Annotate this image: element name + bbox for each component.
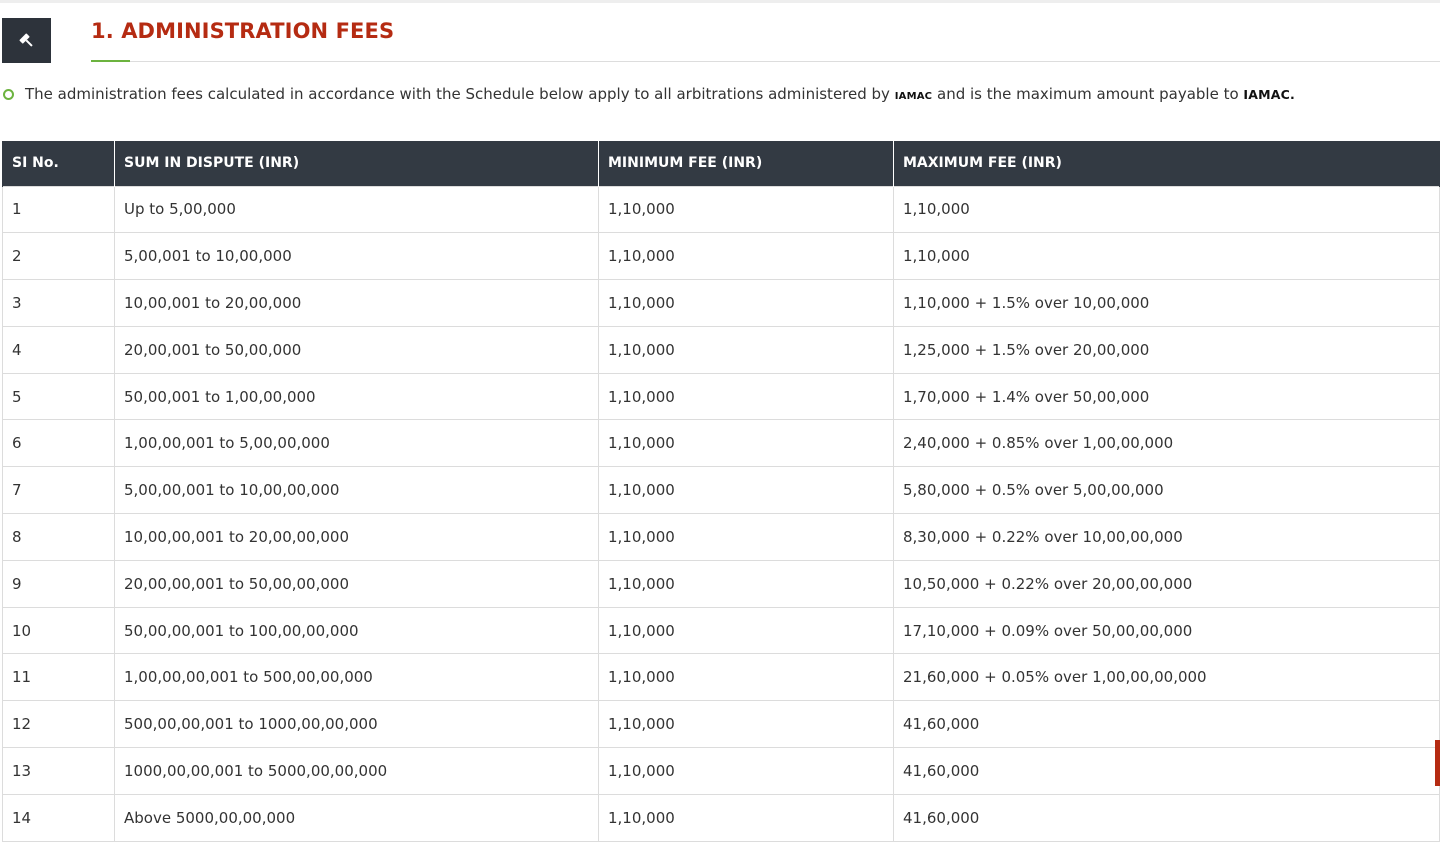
table-row xyxy=(3,326,1440,373)
table-body xyxy=(3,186,1440,841)
cell-minimum-fee: 1,10,000 xyxy=(599,186,894,233)
circle-bullet-icon xyxy=(3,89,14,100)
cell-maximum-fee: 17,10,000 + 0.09% over 50,00,00,000 xyxy=(894,607,1440,654)
title-accent-bar xyxy=(91,60,130,62)
column-header-si-no: SI No. xyxy=(3,141,115,186)
table-row xyxy=(3,748,1440,795)
cell-minimum-fee: 1,10,000 xyxy=(599,514,894,561)
cell-maximum-fee: 41,60,000 xyxy=(894,794,1440,841)
section-header xyxy=(0,0,1440,64)
cell-si-no: 1 xyxy=(3,186,115,233)
cell-sum-in-dispute: 20,00,00,001 to 50,00,00,000 xyxy=(115,560,599,607)
cell-maximum-fee: 21,60,000 + 0.05% over 1,00,00,00,000 xyxy=(894,654,1440,701)
cell-sum-in-dispute: 1,00,00,001 to 5,00,00,000 xyxy=(115,420,599,467)
cell-si-no: 4 xyxy=(3,326,115,373)
column-header-sum-in-dispute: SUM IN DISPUTE (INR) xyxy=(115,141,599,186)
cell-sum-in-dispute: 20,00,001 to 50,00,000 xyxy=(115,326,599,373)
cell-maximum-fee: 1,10,000 xyxy=(894,233,1440,280)
cell-maximum-fee: 1,10,000 + 1.5% over 10,00,000 xyxy=(894,280,1440,327)
cell-maximum-fee: 10,50,000 + 0.22% over 20,00,00,000 xyxy=(894,560,1440,607)
cell-maximum-fee: 1,70,000 + 1.4% over 50,00,000 xyxy=(894,373,1440,420)
table-row xyxy=(3,607,1440,654)
column-header-maximum-fee: MAXIMUM FEE (INR) xyxy=(894,141,1440,186)
table-header-row xyxy=(3,141,1440,186)
cell-minimum-fee: 1,10,000 xyxy=(599,794,894,841)
cell-sum-in-dispute: 1000,00,00,001 to 5000,00,00,000 xyxy=(115,748,599,795)
brand-name-iamac-end: IAMAC. xyxy=(1243,87,1295,102)
title-divider xyxy=(91,61,1440,62)
cell-minimum-fee: 1,10,000 xyxy=(599,233,894,280)
cell-si-no: 6 xyxy=(3,420,115,467)
table-row xyxy=(3,701,1440,748)
cell-sum-in-dispute: 500,00,00,001 to 1000,00,00,000 xyxy=(115,701,599,748)
cell-sum-in-dispute: 5,00,001 to 10,00,000 xyxy=(115,233,599,280)
cell-minimum-fee: 1,10,000 xyxy=(599,420,894,467)
cell-sum-in-dispute: 50,00,001 to 1,00,00,000 xyxy=(115,373,599,420)
cell-minimum-fee: 1,10,000 xyxy=(599,373,894,420)
cell-si-no: 3 xyxy=(3,280,115,327)
cell-si-no: 8 xyxy=(3,514,115,561)
cell-maximum-fee: 1,25,000 + 1.5% over 20,00,000 xyxy=(894,326,1440,373)
cell-minimum-fee: 1,10,000 xyxy=(599,280,894,327)
cell-si-no: 13 xyxy=(3,748,115,795)
cell-si-no: 12 xyxy=(3,701,115,748)
cell-si-no: 5 xyxy=(3,373,115,420)
intro-text xyxy=(25,85,1295,103)
cell-si-no: 9 xyxy=(3,560,115,607)
table-row xyxy=(3,467,1440,514)
table-row xyxy=(3,654,1440,701)
table-row xyxy=(3,560,1440,607)
cell-maximum-fee: 2,40,000 + 0.85% over 1,00,00,000 xyxy=(894,420,1440,467)
cell-minimum-fee: 1,10,000 xyxy=(599,701,894,748)
section-title: 1. ADMINISTRATION FEES xyxy=(91,19,395,43)
cell-sum-in-dispute: 10,00,001 to 20,00,000 xyxy=(115,280,599,327)
table-row xyxy=(3,373,1440,420)
brand-name-iamac: IAMAC xyxy=(894,91,933,102)
cell-maximum-fee: 5,80,000 + 0.5% over 5,00,00,000 xyxy=(894,467,1440,514)
cell-si-no: 14 xyxy=(3,794,115,841)
cell-si-no: 7 xyxy=(3,467,115,514)
gavel-icon xyxy=(2,18,51,63)
intro-paragraph xyxy=(0,84,1440,106)
intro-text-before: The administration fees calculated in accordance with the Schedule below apply to all arbitrations administered by xyxy=(25,85,890,103)
cell-maximum-fee: 41,60,000 xyxy=(894,701,1440,748)
cell-maximum-fee: 1,10,000 xyxy=(894,186,1440,233)
table-row xyxy=(3,794,1440,841)
cell-si-no: 11 xyxy=(3,654,115,701)
cell-maximum-fee: 8,30,000 + 0.22% over 10,00,00,000 xyxy=(894,514,1440,561)
fee-schedule-table xyxy=(2,141,1440,842)
cell-si-no: 10 xyxy=(3,607,115,654)
cell-minimum-fee: 1,10,000 xyxy=(599,748,894,795)
cell-sum-in-dispute: 10,00,00,001 to 20,00,00,000 xyxy=(115,514,599,561)
cell-minimum-fee: 1,10,000 xyxy=(599,654,894,701)
table-row xyxy=(3,233,1440,280)
cell-minimum-fee: 1,10,000 xyxy=(599,467,894,514)
cell-sum-in-dispute: Above 5000,00,00,000 xyxy=(115,794,599,841)
column-header-minimum-fee: MINIMUM FEE (INR) xyxy=(599,141,894,186)
cell-minimum-fee: 1,10,000 xyxy=(599,326,894,373)
cell-si-no: 2 xyxy=(3,233,115,280)
intro-text-middle: and is the maximum amount payable to xyxy=(937,85,1239,103)
cell-sum-in-dispute: Up to 5,00,000 xyxy=(115,186,599,233)
table-row xyxy=(3,420,1440,467)
cell-sum-in-dispute: 1,00,00,00,001 to 500,00,00,000 xyxy=(115,654,599,701)
scroll-indicator[interactable] xyxy=(1435,740,1440,786)
cell-minimum-fee: 1,10,000 xyxy=(599,607,894,654)
cell-sum-in-dispute: 50,00,00,001 to 100,00,00,000 xyxy=(115,607,599,654)
table-row xyxy=(3,186,1440,233)
table-row xyxy=(3,280,1440,327)
cell-minimum-fee: 1,10,000 xyxy=(599,560,894,607)
cell-sum-in-dispute: 5,00,00,001 to 10,00,00,000 xyxy=(115,467,599,514)
table-row xyxy=(3,514,1440,561)
cell-maximum-fee: 41,60,000 xyxy=(894,748,1440,795)
